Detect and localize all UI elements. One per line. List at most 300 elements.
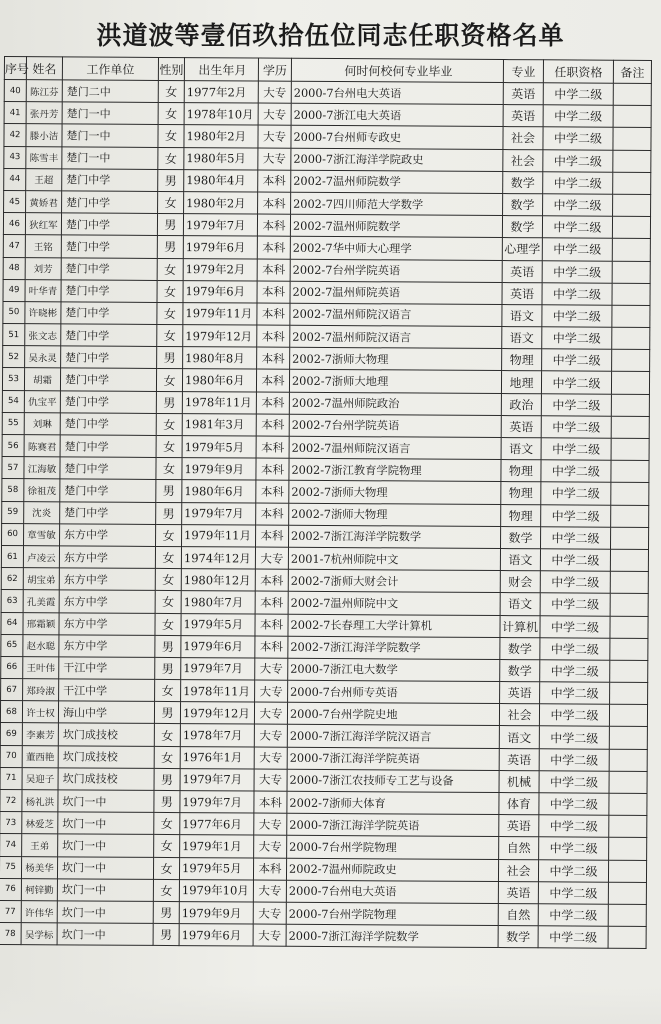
cell-sex: 女 [155,569,181,591]
cell-note [610,660,648,682]
cell-graduation: 2000-7台州电大英语 [286,880,498,903]
header-no: 序号 [4,57,26,80]
cell-education: 大专 [255,680,288,702]
cell-unit: 坎门一中 [57,901,153,924]
cell-note [613,105,651,127]
cell-sex: 男 [153,924,179,946]
cell-birth: 1979年9月 [182,458,256,481]
cell-sex: 女 [158,125,184,147]
cell-sex: 女 [154,813,180,835]
cell-sex: 女 [158,191,184,213]
table-row [0,923,646,949]
cell-qualification: 中学二级 [541,371,611,394]
cell-sex: 男 [155,657,181,679]
cell-major: 物理 [501,482,541,504]
cell-name: 胡霜 [24,368,60,390]
header-birth: 出生年月 [184,58,258,81]
cell-note [610,527,648,549]
cell-qualification: 中学二级 [539,815,609,838]
cell-name: 陈雪丰 [26,146,62,168]
cell-qualification: 中学二级 [540,682,610,705]
cell-birth: 1979年5月 [179,857,253,880]
cell-sex: 女 [157,280,183,302]
cell-note [611,438,649,460]
cell-major: 物理 [501,504,541,526]
cell-unit: 东方中学 [59,612,155,635]
cell-graduation: 2002-7华中师大心理学 [290,237,502,260]
cell-qualification: 中学二级 [539,748,609,771]
cell-education: 本科 [256,436,289,458]
cell-note [610,549,648,571]
cell-sex: 女 [154,746,180,768]
cell-no: 66 [1,656,23,678]
cell-name: 张丹芳 [26,102,62,124]
cell-no: 43 [4,146,26,168]
cell-education: 本科 [256,414,289,436]
cell-birth: 1979年7月 [180,768,254,791]
cell-name: 刘琳 [24,412,60,434]
cell-name: 狄红军 [25,213,61,235]
cell-name: 江海敏 [24,457,60,479]
cell-education: 本科 [253,858,286,880]
cell-major: 社会 [503,127,543,149]
cell-qualification: 中学二级 [538,882,608,905]
cell-major: 数学 [503,193,543,215]
cell-no: 52 [3,346,25,368]
cell-name: 王弟 [22,834,58,856]
cell-sex: 男 [156,391,182,413]
cell-no: 48 [3,257,25,279]
cell-qualification: 中学二级 [541,416,611,439]
cell-major: 心理学 [502,238,542,260]
cell-unit: 楚门二中 [62,80,158,103]
cell-unit: 楚门中学 [60,368,156,391]
header-education: 学历 [258,58,291,81]
roster-body [0,80,651,949]
cell-education: 大专 [254,813,287,835]
cell-birth: 1977年6月 [180,813,254,836]
cell-graduation: 2000-7浙江海洋学院汉语言 [287,725,499,748]
cell-unit: 楚门中学 [61,235,157,258]
cell-qualification: 中学二级 [543,149,613,172]
cell-sex: 男 [157,214,183,236]
cell-note [610,638,648,660]
cell-education: 本科 [257,325,290,347]
cell-unit: 楚门中学 [61,213,157,236]
cell-education: 大专 [258,81,291,103]
cell-sex: 男 [153,901,179,923]
cell-sex: 男 [154,790,180,812]
cell-sex: 女 [156,369,182,391]
cell-birth: 1974年12月 [181,547,255,570]
cell-unit: 楚门中学 [60,435,156,458]
cell-note [612,216,650,238]
cell-major: 自然 [498,903,538,925]
cell-birth: 1979年5月 [182,436,256,459]
cell-note [610,616,648,638]
cell-education: 大专 [255,547,288,569]
cell-unit: 东方中学 [59,590,155,613]
cell-no: 63 [1,590,23,612]
cell-major: 英语 [501,415,541,437]
cell-note [610,571,648,593]
cell-name: 胡宝弟 [23,568,59,590]
cell-no: 49 [3,279,25,301]
cell-major: 物理 [501,460,541,482]
cell-major: 计算机 [500,615,540,637]
cell-graduation: 2000-7台州电大英语 [291,81,503,104]
document-title: 洪道波等壹佰玖拾伍位同志任职资格名单 [96,21,565,50]
cell-graduation: 2002-7温州师院数学 [291,170,503,193]
cell-unit: 坎门一中 [57,879,153,902]
cell-qualification: 中学二级 [543,105,613,128]
cell-unit: 东方中学 [60,524,156,547]
cell-birth: 1979年7月 [180,791,254,814]
header-sex: 性别 [158,57,184,80]
cell-major: 语文 [502,327,542,349]
cell-note [609,749,647,771]
cell-sex: 女 [158,80,184,102]
cell-note [609,793,647,815]
cell-qualification: 中学二级 [541,504,611,527]
cell-major: 数学 [502,216,542,238]
cell-no: 77 [0,900,21,922]
cell-no: 51 [3,324,25,346]
cell-qualification: 中学二级 [540,637,610,660]
cell-no: 40 [4,80,26,102]
cell-sex: 男 [156,480,182,502]
cell-unit: 坎门成技校 [58,745,154,768]
cell-unit: 楚门中学 [60,390,156,413]
cell-note [613,83,651,105]
cell-birth: 1977年2月 [184,81,258,104]
cell-no: 67 [1,679,23,701]
cell-birth: 1979年6月 [181,635,255,658]
cell-graduation: 2002-7浙江教育学院物理 [289,458,501,481]
cell-qualification: 中学二级 [542,238,612,261]
cell-birth: 1979年6月 [183,280,257,303]
cell-sex: 女 [155,679,181,701]
cell-unit: 楚门中学 [60,457,156,480]
cell-graduation: 2002-7温州师院政治 [289,392,501,415]
cell-qualification: 中学二级 [539,726,609,749]
cell-name: 张文志 [25,324,61,346]
cell-birth: 1979年5月 [181,613,255,636]
cell-major: 英语 [499,748,539,770]
cell-birth: 1979年1月 [180,835,254,858]
cell-note [609,815,647,837]
cell-birth: 1979年10月 [179,879,253,902]
cell-name: 章雪敏 [24,523,60,545]
cell-no: 53 [2,368,24,390]
cell-unit: 楚门一中 [62,124,158,147]
cell-graduation: 2000-7台州学院物理 [286,902,498,925]
cell-unit: 楚门一中 [62,146,158,169]
cell-qualification: 中学二级 [539,837,609,860]
cell-major: 数学 [501,526,541,548]
header-unit: 工作单位 [62,57,158,81]
cell-sex: 女 [158,147,184,169]
cell-qualification: 中学二级 [540,660,610,683]
cell-name: 叶华青 [25,279,61,301]
cell-note [611,483,649,505]
cell-birth: 1980年12月 [181,569,255,592]
cell-major: 英语 [503,83,543,105]
cell-no: 64 [1,612,23,634]
cell-major: 社会 [503,149,543,171]
cell-sex: 女 [157,302,183,324]
cell-sex: 男 [157,347,183,369]
cell-note [610,682,648,704]
cell-qualification: 中学二级 [540,571,610,594]
cell-qualification: 中学二级 [539,793,609,816]
header-note: 备注 [613,60,651,83]
cell-no: 75 [0,856,22,878]
cell-qualification: 中学二级 [542,305,612,328]
cell-name: 王超 [26,168,62,190]
cell-graduation: 2002-7温州师院汉语言 [290,325,502,348]
cell-sex: 男 [154,768,180,790]
cell-education: 本科 [257,259,290,281]
cell-major: 英语 [499,815,539,837]
cell-sex: 女 [155,591,181,613]
cell-birth: 1979年9月 [179,902,253,925]
cell-name: 刘芳 [25,257,61,279]
cell-unit: 海山中学 [58,701,154,724]
cell-graduation: 2000-7浙江电大英语 [291,103,503,126]
cell-major: 英语 [498,881,538,903]
cell-note [608,882,646,904]
cell-qualification: 中学二级 [540,593,610,616]
cell-graduation: 2002-7浙江海洋学院数学 [289,525,501,548]
cell-education: 本科 [257,303,290,325]
cell-qualification: 中学二级 [541,460,611,483]
cell-birth: 1979年11月 [182,524,256,547]
cell-qualification: 中学二级 [541,393,611,416]
cell-graduation: 2002-7浙江海洋学院数学 [288,636,500,659]
cell-education: 本科 [257,347,290,369]
cell-graduation: 2000-7台州师专政史 [291,126,503,149]
cell-note [612,283,650,305]
cell-graduation: 2002-7浙师大体育 [287,791,499,814]
cell-birth: 1979年2月 [183,258,257,281]
cell-major: 数学 [498,926,538,948]
cell-graduation: 2000-7台州学院物理 [287,836,499,859]
cell-sex: 女 [154,835,180,857]
roster-table [0,56,652,949]
cell-qualification: 中学二级 [542,216,612,239]
cell-education: 本科 [257,236,290,258]
cell-name: 陈江芬 [26,80,62,102]
cell-name: 吴学标 [21,923,57,945]
cell-birth: 1980年2月 [184,192,258,215]
cell-education: 本科 [256,458,289,480]
cell-birth: 1976年1月 [180,746,254,769]
cell-birth: 1980年6月 [182,369,256,392]
header-qualification: 任职资格 [543,60,613,83]
cell-birth: 1978年10月 [184,103,258,126]
cell-graduation: 2002-7浙师大物理 [289,503,501,526]
cell-major: 语文 [500,593,540,615]
cell-unit: 楚门中学 [60,413,156,436]
cell-graduation: 2000-7台州学院史地 [287,702,499,725]
cell-qualification: 中学二级 [540,549,610,572]
cell-no: 59 [2,501,24,523]
cell-name: 卢凌云 [23,546,59,568]
cell-unit: 楚门中学 [61,257,157,280]
cell-graduation: 2000-7浙江电大数学 [288,658,500,681]
cell-graduation: 2002-7温州师院政史 [286,858,498,881]
cell-graduation: 2002-7温州师院汉语言 [290,303,502,326]
header-graduation: 何时何校何专业毕业 [291,58,503,82]
cell-unit: 坎门一中 [58,812,154,835]
cell-name: 滕小洁 [26,124,62,146]
cell-education: 本科 [256,369,289,391]
cell-note [609,771,647,793]
cell-unit: 楚门中学 [60,479,156,502]
cell-graduation: 2002-7温州师院数学 [290,214,502,237]
cell-note [608,904,646,926]
cell-name: 董西艳 [22,745,58,767]
cell-note [612,261,650,283]
cell-qualification: 中学二级 [540,615,610,638]
cell-no: 57 [2,457,24,479]
cell-education: 大专 [254,747,287,769]
cell-graduation: 2002-7长春理工大学计算机 [288,614,500,637]
cell-sex: 女 [153,857,179,879]
cell-qualification: 中学二级 [538,904,608,927]
cell-name: 李素芳 [22,723,58,745]
cell-education: 本科 [257,281,290,303]
cell-birth: 1980年4月 [184,169,258,192]
cell-major: 数学 [500,659,540,681]
cell-unit: 东方中学 [59,635,155,658]
cell-note [611,394,649,416]
cell-note [611,460,649,482]
cell-graduation: 2002-7浙师大财会计 [288,569,500,592]
cell-unit: 坎门一中 [58,790,154,813]
cell-unit: 坎门一中 [58,834,154,857]
cell-no: 71 [0,767,22,789]
cell-major: 机械 [499,770,539,792]
cell-note [611,372,649,394]
cell-major: 财会 [500,571,540,593]
cell-sex: 女 [156,435,182,457]
cell-sex: 女 [153,879,179,901]
cell-name: 赵水聪 [23,634,59,656]
cell-no: 44 [4,168,26,190]
cell-graduation: 2002-7温州师院汉语言 [289,436,501,459]
cell-name: 王铭 [25,235,61,257]
cell-name: 徐祖茂 [24,479,60,501]
cell-education: 本科 [255,569,288,591]
cell-sex: 女 [157,258,183,280]
cell-graduation: 2002-7浙师大地理 [289,370,501,393]
cell-education: 本科 [255,636,288,658]
cell-name: 杨美华 [21,856,57,878]
cell-qualification: 中学二级 [538,926,608,949]
cell-unit: 坎门成技校 [58,723,154,746]
cell-name: 吴迎子 [22,767,58,789]
cell-birth: 1979年7月 [181,657,255,680]
cell-graduation: 2002-7温州师院英语 [290,281,502,304]
cell-name: 邢霜颖 [23,612,59,634]
cell-graduation: 2002-7浙师大物理 [289,481,501,504]
cell-qualification: 中学二级 [542,260,612,283]
cell-no: 42 [4,124,26,146]
cell-birth: 1980年7月 [181,591,255,614]
cell-qualification: 中学二级 [539,704,609,727]
cell-name: 林爱芝 [22,812,58,834]
cell-note [609,727,647,749]
cell-unit: 楚门中学 [62,169,158,192]
cell-education: 本科 [256,503,289,525]
cell-major: 物理 [502,349,542,371]
cell-note [610,594,648,616]
cell-no: 41 [4,102,26,124]
cell-sex: 女 [156,524,182,546]
cell-birth: 1979年7月 [183,214,257,237]
cell-birth: 1981年3月 [182,413,256,436]
cell-qualification: 中学二级 [542,327,612,350]
cell-education: 大专 [253,924,286,946]
cell-note [608,860,646,882]
cell-major: 英语 [500,682,540,704]
cell-sex: 男 [156,502,182,524]
cell-unit: 楚门中学 [61,346,157,369]
cell-major: 社会 [499,704,539,726]
cell-major: 社会 [498,859,538,881]
cell-qualification: 中学二级 [542,282,612,305]
cell-qualification: 中学二级 [541,482,611,505]
cell-major: 数学 [503,171,543,193]
cell-no: 58 [2,479,24,501]
cell-education: 大专 [254,769,287,791]
cell-major: 政治 [501,393,541,415]
cell-education: 大专 [254,702,287,724]
cell-sex: 女 [155,546,181,568]
cell-birth: 1980年6月 [182,480,256,503]
cell-sex: 女 [156,458,182,480]
cell-major: 语文 [499,726,539,748]
cell-birth: 1980年8月 [183,347,257,370]
cell-qualification: 中学二级 [543,127,613,150]
header-name: 姓名 [26,57,62,80]
cell-no: 46 [3,213,25,235]
cell-note [612,305,650,327]
cell-qualification: 中学二级 [541,438,611,461]
cell-name: 仇宝平 [24,390,60,412]
cell-name: 孔美霞 [23,590,59,612]
cell-education: 本科 [258,170,291,192]
cell-name: 许士权 [22,701,58,723]
cell-note [613,128,651,150]
cell-sex: 男 [155,635,181,657]
cell-graduation: 2002-7四川师范大学数学 [291,192,503,215]
cell-major: 语文 [501,438,541,460]
cell-sex: 男 [157,236,183,258]
cell-birth: 1980年2月 [184,125,258,148]
cell-unit: 楚门中学 [61,324,157,347]
cell-note [613,172,651,194]
cell-note [612,349,650,371]
cell-no: 76 [0,878,21,900]
cell-sex: 男 [154,702,180,724]
cell-no: 69 [0,723,22,745]
cell-no: 74 [0,834,22,856]
cell-unit: 楚门中学 [60,501,156,524]
cell-birth: 1978年7月 [180,724,254,747]
